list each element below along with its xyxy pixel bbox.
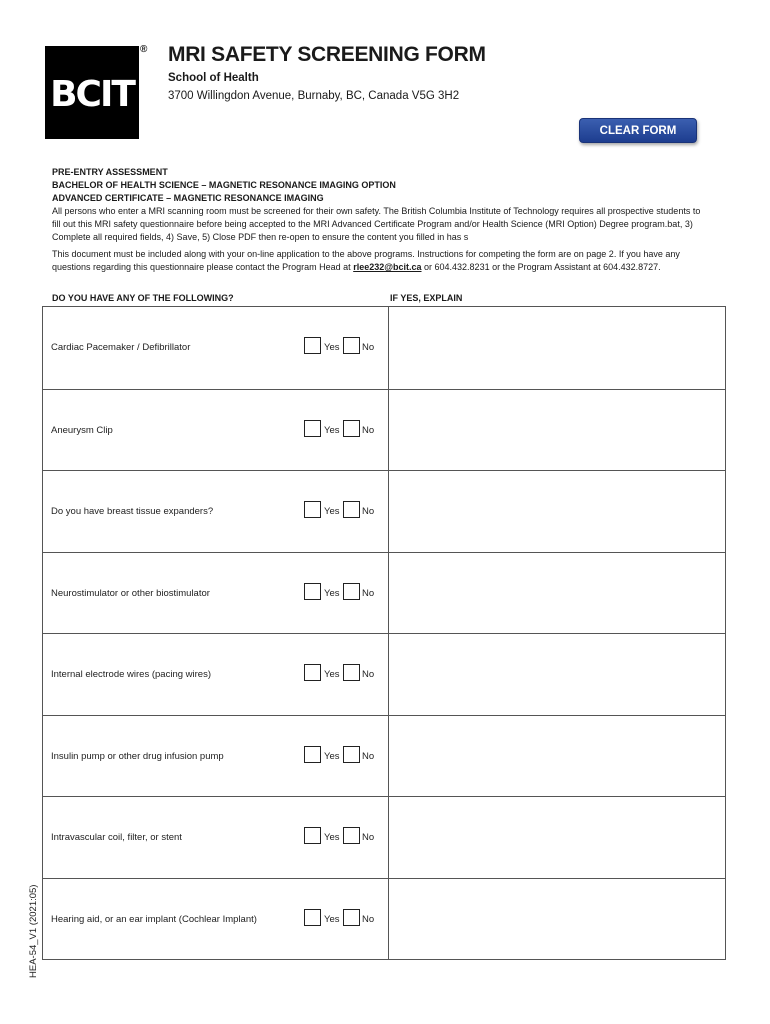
yes-label: Yes (324, 587, 340, 599)
yes-label: Yes (324, 913, 340, 925)
no-checkbox[interactable] (343, 746, 360, 763)
yes-checkbox[interactable] (304, 501, 321, 518)
question-row (43, 796, 725, 878)
question-row (43, 389, 725, 471)
intro-heading-1: PRE-ENTRY ASSESSMENT (52, 167, 168, 177)
yes-label: Yes (324, 506, 340, 517)
question-label: Cardiac Pacemaker / Defibrillator (51, 342, 191, 353)
explain-field[interactable] (388, 716, 726, 797)
no-checkbox[interactable] (343, 664, 360, 681)
yes-checkbox[interactable] (304, 746, 321, 763)
question-label: Neurostimulator or other biostimulator (51, 587, 210, 599)
yes-checkbox[interactable] (304, 337, 321, 354)
yes-label: Yes (324, 669, 340, 680)
explain-field[interactable] (388, 634, 726, 715)
yes-label: Yes (324, 750, 340, 762)
yes-label: Yes (324, 832, 340, 843)
explain-field[interactable] (388, 797, 726, 878)
yes-checkbox[interactable] (304, 420, 321, 437)
no-label: No (362, 587, 375, 599)
question-label: Hearing aid, or an ear implant (Cochlear Implant) (51, 913, 257, 925)
no-checkbox[interactable] (343, 827, 360, 844)
school-name: School of Health (168, 72, 259, 84)
intro-section (52, 166, 702, 274)
no-checkbox[interactable] (343, 583, 360, 600)
yes-label: Yes (324, 424, 340, 436)
form-title: MRI SAFETY SCREENING FORM (168, 43, 486, 66)
intro-paragraph-2-end: or 604.432.8231 or the Program Assistant at 604.432.8727. (421, 262, 661, 272)
question-row (43, 715, 725, 797)
form-code: HEA-54_V1 (2021:05) (28, 884, 39, 978)
intro-paragraph-2 (52, 248, 702, 274)
question-label: Do you have breast tissue expanders? (51, 506, 214, 517)
intro-paragraph-1: All persons who enter a MRI scanning room must be screened for their own safety. The British Columbia Institute of Technology requires all prospective students to fill out this MRI safety questionnaire before being accepted to the MRI Advanced Certificate Program and/or Health Science (MRI Option) Degree program.bat, 3) Complete all required fields, 4) Save, 5) Close PDF then re-open to ensure the content you filled in has s (52, 206, 701, 242)
intro-heading-2: BACHELOR OF HEALTH SCIENCE – MAGNETIC RESONANCE IMAGING OPTION (52, 180, 396, 190)
school-address: 3700 Willingdon Avenue, Burnaby, BC, Canada V5G 3H2 (168, 90, 460, 102)
no-label: No (362, 506, 375, 517)
no-checkbox[interactable] (343, 501, 360, 518)
question-label: Aneurysm Clip (51, 424, 113, 436)
question-row (43, 307, 725, 389)
program-head-email-link[interactable]: rlee232@bcit.ca (353, 262, 422, 272)
explain-field[interactable] (388, 390, 726, 471)
no-label: No (362, 424, 375, 436)
yes-label: Yes (324, 342, 340, 353)
questions-table (42, 306, 726, 960)
question-row (43, 878, 725, 960)
yes-checkbox[interactable] (304, 664, 321, 681)
yes-checkbox[interactable] (304, 583, 321, 600)
intro-paragraph-2-start: This document must be included along with your on-line application to the above programs. Instructions for competing the form are on page 2. If you have any questions regarding this questionnaire please contact the Program Head at (52, 249, 680, 272)
no-label: No (362, 913, 375, 925)
explain-column-header: IF YES, EXPLAIN (390, 293, 463, 303)
question-label: Intravascular coil, filter, or stent (51, 832, 182, 843)
explain-field[interactable] (388, 879, 726, 960)
no-checkbox[interactable] (343, 337, 360, 354)
explain-field[interactable] (388, 553, 726, 634)
no-checkbox[interactable] (343, 420, 360, 437)
no-checkbox[interactable] (343, 909, 360, 926)
clear-form-button[interactable]: CLEAR FORM (579, 118, 697, 143)
registered-mark: ® (140, 44, 148, 55)
logo-text: BCIT (50, 74, 134, 115)
question-row (43, 470, 725, 552)
yes-checkbox[interactable] (304, 909, 321, 926)
no-label: No (362, 832, 375, 843)
bcit-logo (45, 46, 139, 139)
intro-heading-3: ADVANCED CERTIFICATE – MAGNETIC RESONANCE IMAGING (52, 193, 324, 203)
no-label: No (362, 669, 375, 680)
no-label: No (362, 750, 375, 762)
question-label: Internal electrode wires (pacing wires) (51, 669, 211, 680)
question-label: Insulin pump or other drug infusion pump (51, 750, 224, 762)
yes-checkbox[interactable] (304, 827, 321, 844)
question-row (43, 633, 725, 715)
explain-field[interactable] (388, 307, 726, 389)
questions-column-header: DO YOU HAVE ANY OF THE FOLLOWING? (52, 293, 234, 303)
no-label: No (362, 342, 375, 353)
explain-field[interactable] (388, 471, 726, 552)
question-row (43, 552, 725, 634)
